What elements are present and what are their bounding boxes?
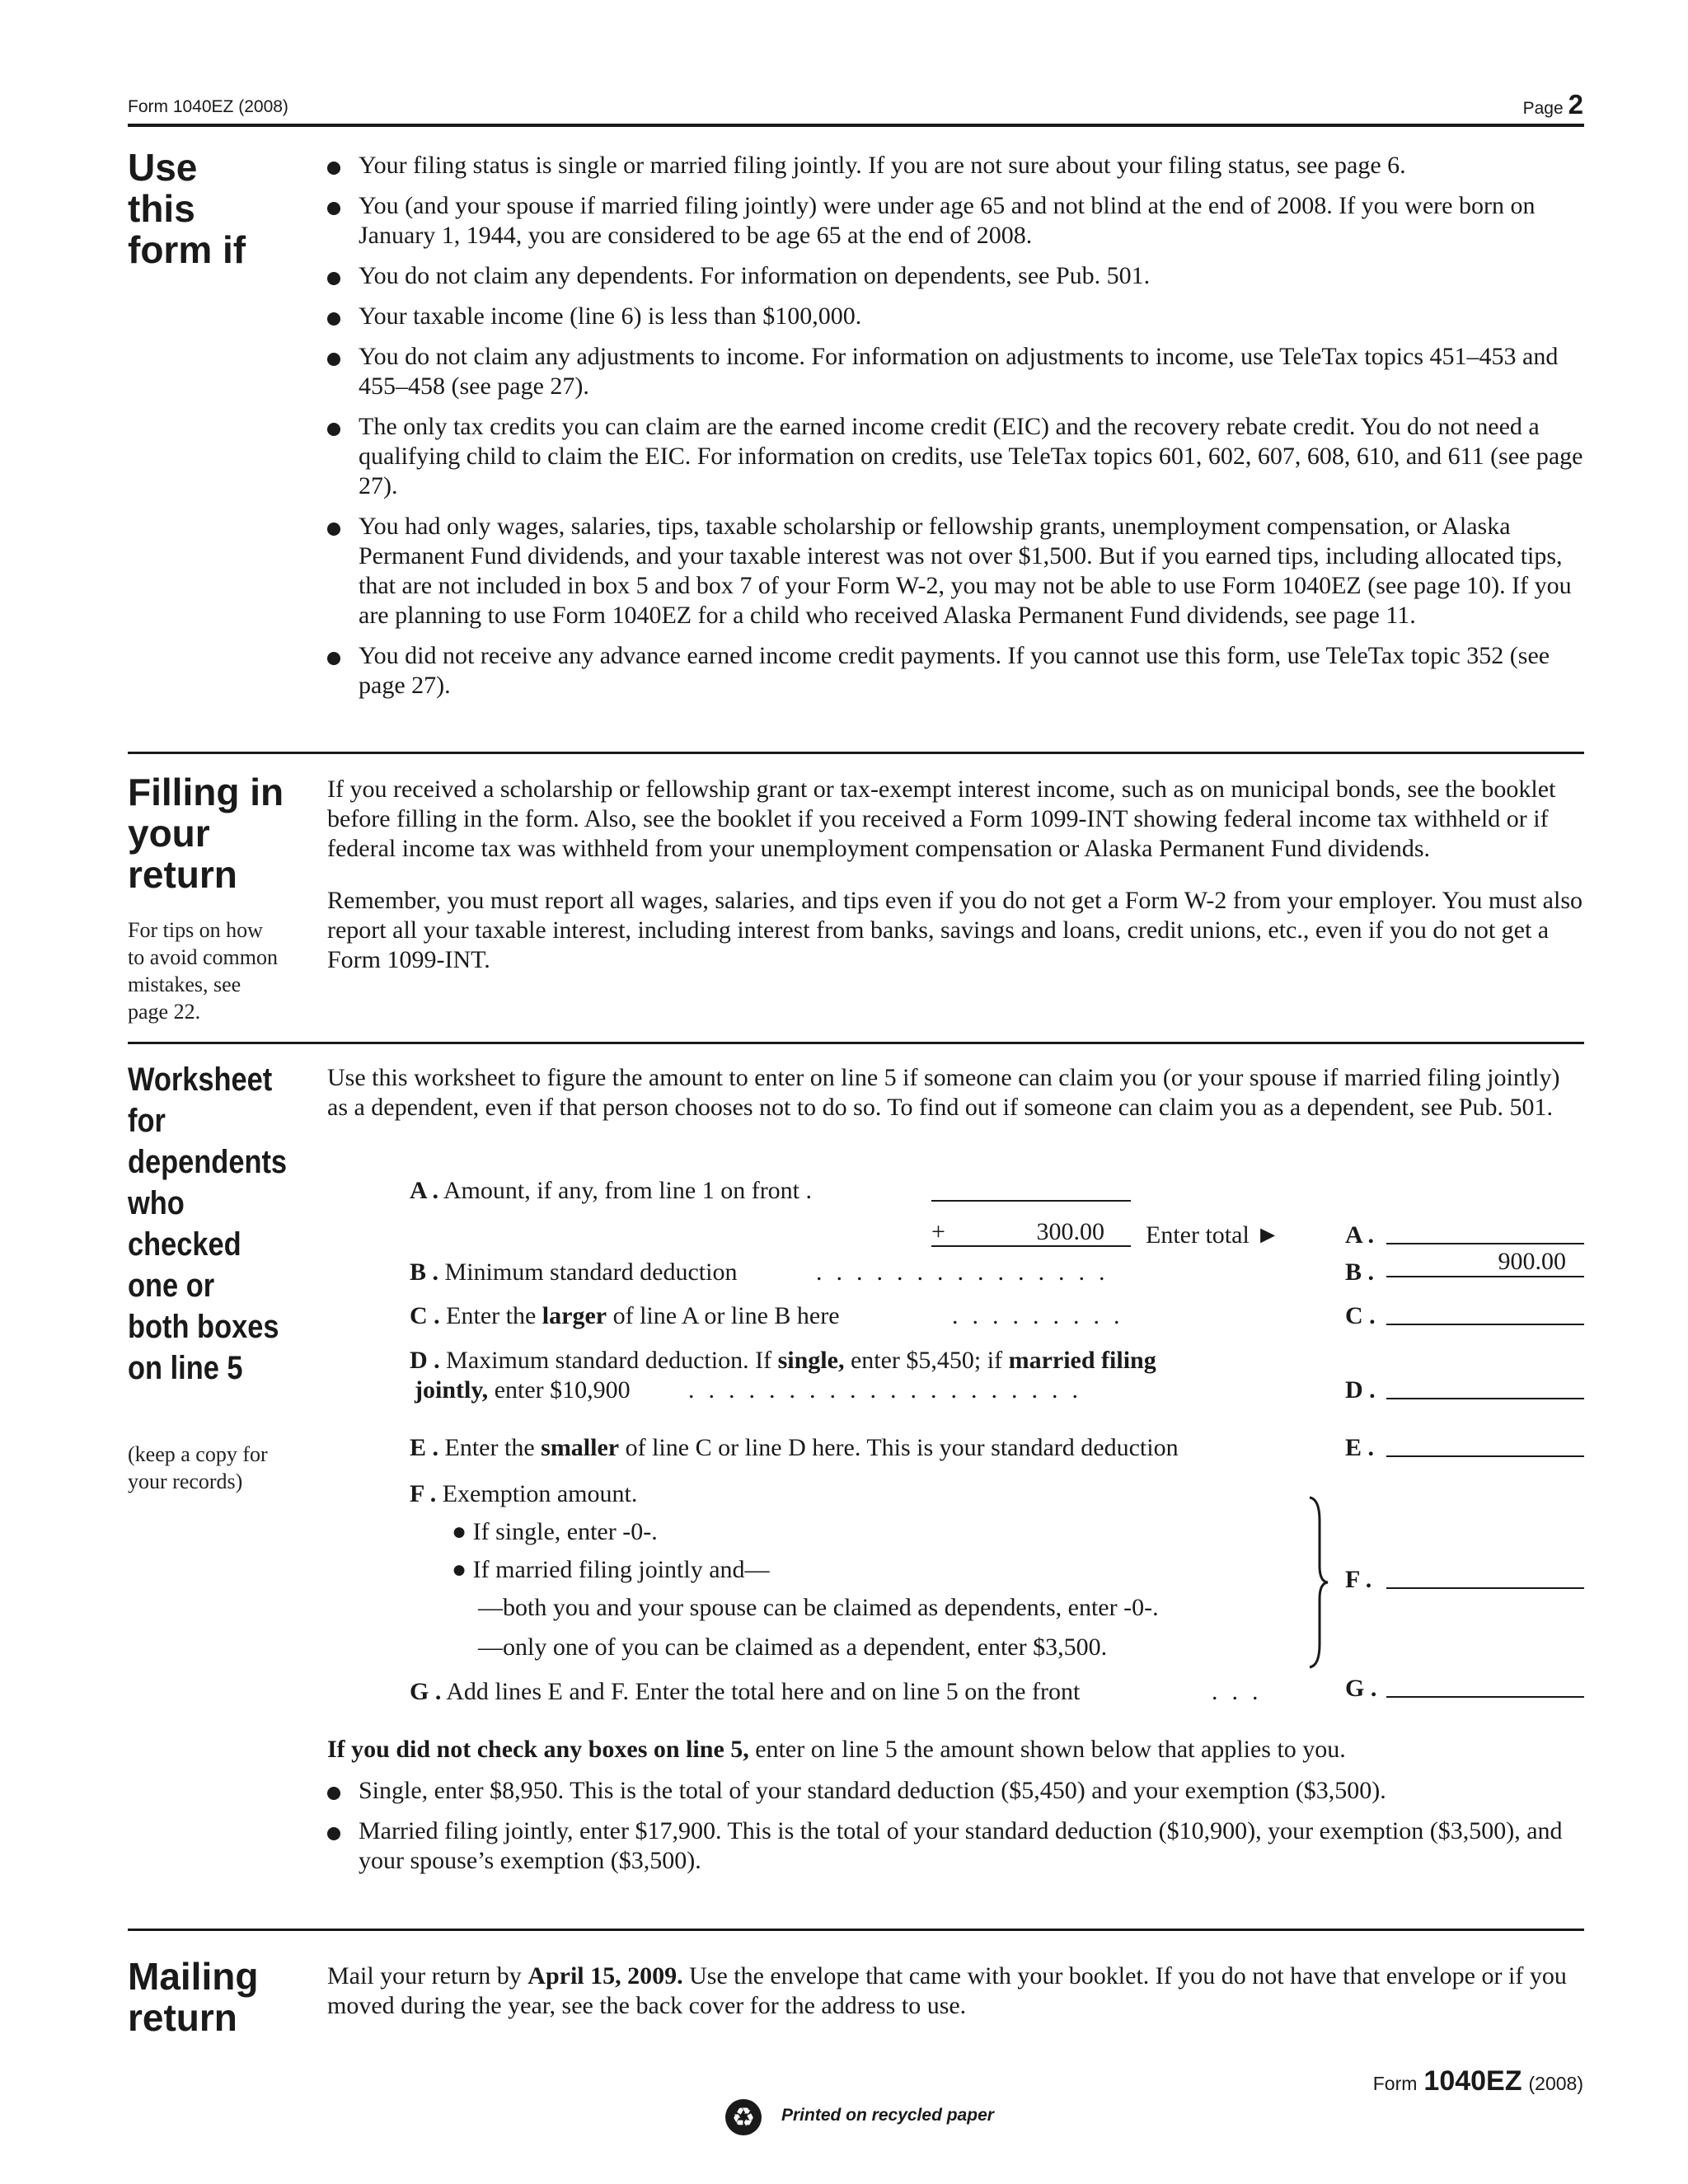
filling-side-note: For tips on how to avoid common mistakes, see page 22. [128, 918, 278, 1024]
bullet-icon [327, 423, 340, 436]
line-c-right-label: C . [1345, 1302, 1376, 1329]
list-item: You did not receive any advance earned income credit payments. If you cannot use this form, use TeleTax topic 352 (see page 27). [327, 641, 1584, 701]
worksheet-line-c: C . Enter the larger of line A or line B here [410, 1302, 840, 1329]
section-divider [128, 752, 1584, 754]
footer-form-id: Form 1040EZ (2008) [1372, 2065, 1583, 2097]
line-e-right-label: E . [1345, 1434, 1375, 1461]
line-c-field[interactable] [1386, 1324, 1584, 1325]
worksheet-line-e: E . Enter the smaller of line C or line D here. This is your standard deduction [410, 1434, 1179, 1461]
bullet-icon [327, 312, 340, 326]
bullet-icon [327, 1787, 340, 1800]
recycle-icon: ♻ [725, 2099, 762, 2135]
list-item: Married filing jointly, enter $17,900. This is the total of your standard deduction ($10,900), your exemption ($3,500), and your spouse’s exemption ($3,500). [327, 1816, 1584, 1876]
worksheet-line-d-cont: jointly, enter $10,900 [415, 1376, 631, 1404]
list-item: You had only wages, salaries, tips, taxable scholarship or fellowship grants, unemployment compensation, or Alaska Permanent Fund dividends, and your taxable interest was not over $1,500. But if you earned tips, including allocated tips, that are not included in box 5 and box 7 of your Form W-2, you may not be able to use Form 1040EZ (see page 10). If you are planning to use Form 1040EZ for a child who received Alaska Permanent Fund dividends, see page 11. [327, 512, 1584, 630]
line-b-value: 900.00 [1498, 1248, 1566, 1275]
line-d-right-label: D . [1345, 1376, 1376, 1404]
bullet-icon [327, 202, 340, 215]
line-f-dash-2: —only one of you can be claimed as a dependent, enter $3,500. [478, 1633, 1108, 1661]
worksheet-intro: Use this worksheet to figure the amount to enter on line 5 if someone can claim you (or your spouse if married filing jointly) as a dependent, even if that person chooses not to do so. To find out if someone can claim you as a dependent, see Pub. 501. [327, 1064, 1560, 1121]
section-title-filling: Filling in your return [128, 771, 284, 896]
section-divider [128, 1042, 1584, 1044]
list-item: Your filing status is single or married filing jointly. If you are not sure about your filing status, see page 6. [327, 151, 1584, 180]
line-a-plus: + [931, 1218, 945, 1245]
line-a-add-value: 300.00 [1036, 1218, 1104, 1245]
line-g-right-label: G . [1345, 1675, 1377, 1702]
top-rule [128, 124, 1584, 127]
line-f-right-label: F . [1345, 1566, 1372, 1593]
bullet-icon [327, 353, 340, 366]
list-item: You (and your spouse if married filing jointly) were under age 65 and not blind at the end of 2008. If you were born on January 1, 1944, you are considered to be age 65 at the end of 2008. [327, 191, 1584, 251]
line-f-dash-1: —both you and your spouse can be claimed as dependents, enter -0-. [478, 1594, 1159, 1621]
section-divider [128, 1929, 1584, 1931]
line-a-entry-field[interactable] [931, 1200, 1131, 1202]
section-title-use: Use this form if [128, 146, 246, 271]
no-check-list [327, 1776, 1584, 1876]
recycled-paper-note: Printed on recycled paper [781, 2106, 994, 2125]
bullet-icon [327, 652, 340, 665]
filling-section-body [327, 775, 1584, 997]
list-item: You do not claim any dependents. For information on dependents, see Pub. 501. [327, 261, 1584, 291]
bullet-icon [327, 1827, 340, 1840]
line-a-add-field[interactable] [931, 1245, 1131, 1247]
line-b-right-label: B . [1345, 1258, 1375, 1286]
enter-total-label: Enter total ► [1146, 1221, 1280, 1249]
bullet-icon [327, 162, 340, 175]
worksheet-line-a: A . Amount, if any, from line 1 on front . [410, 1177, 813, 1204]
line-a-right-label: A . [1345, 1221, 1375, 1249]
leader-dots: ......... [952, 1302, 1134, 1329]
mailing-text: Mail your return by April 15, 2009. Use the envelope that came with your booklet. If you do not have that envelope or if you moved during the year, see the back cover for the address to use. [327, 1962, 1567, 2019]
worksheet-side-note: (keep a copy for your records) [128, 1442, 268, 1493]
leader-dots: .................... [688, 1376, 1092, 1404]
use-section-body [327, 151, 1584, 711]
page-number: Page 2 [1522, 89, 1583, 120]
section-title-mailing: Mailing return [128, 1955, 259, 2039]
list-item: You do not claim any adjustments to income. For information on adjustments to income, use TeleTax topics 451–453 and 455–458 (see page 27). [327, 342, 1584, 401]
line-f-field[interactable] [1386, 1587, 1584, 1589]
section-title-worksheet: Worksheet for dependents who checked one or both boxes on line 5 [128, 1062, 288, 1386]
leader-dots: ............... [816, 1258, 1119, 1286]
use-bullet-list [327, 151, 1584, 701]
worksheet-line-f: F . Exemption amount. [410, 1480, 638, 1507]
worksheet-line-b: B . Minimum standard deduction [410, 1258, 738, 1286]
bullet-icon [327, 272, 340, 285]
line-a-total-field[interactable] [1386, 1243, 1584, 1244]
no-check-instructions: If you did not check any boxes on line 5, enter on line 5 the amount shown below that applies to you. Single, enter $8,950. This is the total of your standard deduction ($5,450) and your exemption ($3,500). Married filing jointly, enter $17,900. This is the total of your standard deduction ($10,900), your exemption ($3,500), and your spouse’s exemption ($3,500). [327, 1735, 1584, 1886]
list-item: Single, enter $8,950. This is the total of your standard deduction ($5,450) and your exemption ($3,500). [327, 1776, 1584, 1806]
bullet-icon [327, 523, 340, 536]
line-d-field[interactable] [1386, 1398, 1584, 1399]
filling-paragraph-1: If you received a scholarship or fellowship grant or tax-exempt interest income, such as on municipal bonds, see the booklet before filling in the form. Also, see the booklet if you received a Form 1099-INT showing federal income tax withheld or if federal income tax was withheld from your unemployment compensation or Alaska Permanent Fund dividends. [327, 776, 1556, 862]
line-g-field[interactable] [1386, 1696, 1584, 1698]
line-e-field[interactable] [1386, 1455, 1584, 1457]
line-f-bullet-1: ● If single, enter -0-. [452, 1518, 658, 1545]
line-b-field[interactable] [1386, 1276, 1584, 1277]
list-item: Your taxable income (line 6) is less than $100,000. [327, 302, 1584, 331]
list-item: The only tax credits you can claim are the earned income credit (EIC) and the recovery rebate credit. You do not need a qualifying child to claim the EIC. For information on credits, use TeleTax topics 601, 602, 607, 608, 610, and 611 (see page 27). [327, 412, 1584, 501]
form-year-header: Form 1040EZ (2008) [128, 97, 288, 116]
leader-dots: ... [1212, 1678, 1273, 1705]
right-brace-icon [1306, 1496, 1331, 1669]
filling-paragraph-2: Remember, you must report all wages, salaries, and tips even if you do not get a Form W-2 from your employer. You must also report all your taxable interest, including interest from banks, savings and loans, credit unions, etc., even if you do not get a Form 1099-INT. [327, 887, 1582, 973]
line-f-bullet-2: ● If married filing jointly and— [452, 1556, 770, 1583]
worksheet-line-d: D . Maximum standard deduction. If single, enter $5,450; if married filing [410, 1347, 1156, 1374]
worksheet-line-g: G . Add lines E and F. Enter the total here and on line 5 on the front [410, 1678, 1081, 1705]
